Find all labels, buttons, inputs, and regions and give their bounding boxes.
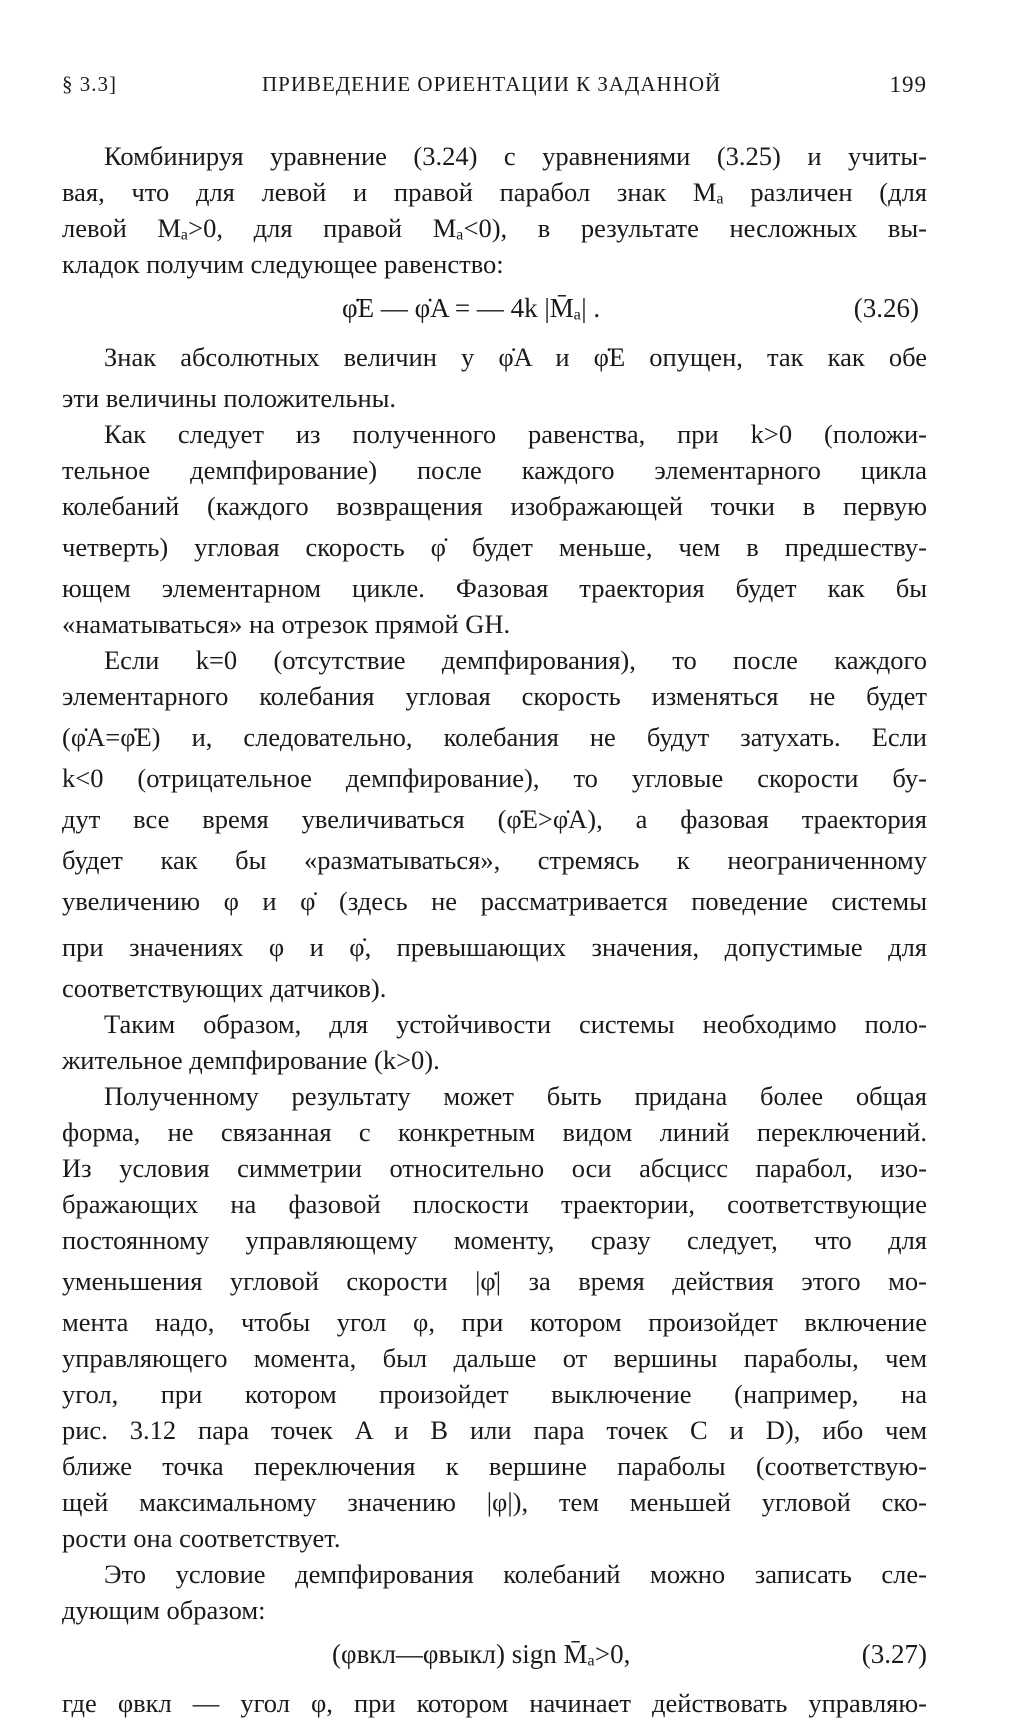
text-line: четверть) угловая скорость φ̇ будет меньше, чем в предшеству- xyxy=(62,532,927,562)
text-line: дующим образом: xyxy=(62,1595,266,1625)
text-line: кладок получим следующее равенство: xyxy=(62,249,504,279)
text-line: Если k=0 (отсутствие демпфирования), то после каждого xyxy=(104,645,927,675)
text-line: рости она соответствует. xyxy=(62,1523,341,1553)
text-line: Это условие демпфирования колебаний можно записать сле- xyxy=(104,1559,927,1589)
text-line: тельное демпфирование) после каждого элементарного цикла xyxy=(62,455,927,485)
text-line: увеличению φ и φ̇ (здесь не рассматривается поведение системы xyxy=(62,886,927,916)
text-line: ближе точка переключения к вершине параболы (соответствую- xyxy=(62,1451,927,1481)
text-line: соответствующих датчиков). xyxy=(62,973,387,1003)
equation-3-26 xyxy=(62,282,927,334)
text-line: «наматываться» на отрезок прямой GH. xyxy=(62,609,511,639)
text-line: рис. 3.12 пара точек A и B или пара точек C и D), ибо чем xyxy=(62,1415,927,1445)
chapter-title: ПРИВЕДЕНИЕ ОРИЕНТАЦИИ К ЗАДАННОЙ xyxy=(262,72,722,96)
text-line: эти величины положительны. xyxy=(62,383,397,413)
text-line: угол, при котором произойдет выключение (например, на xyxy=(62,1379,927,1409)
text-line: бражающих на фазовой плоскости траектории, соответствующие xyxy=(62,1189,927,1219)
text-line: (φ̇A=φ̇E) и, следовательно, колебания не будут затухать. Если xyxy=(62,722,927,752)
text-line: мента надо, чтобы угол φ, при котором произойдет включение xyxy=(62,1307,927,1337)
section-number: § 3.3] xyxy=(62,72,117,96)
text-line: постоянному управляющему моменту, сразу следует, что для xyxy=(62,1225,927,1255)
page-body xyxy=(62,138,927,1726)
text-line: элементарного колебания угловая скорость изменяться не будет xyxy=(62,681,927,711)
text-line: k<0 (отрицательное демпфирование), то угловые скорости бу- xyxy=(62,763,927,793)
text-line: Полученному результату может быть придана более общая xyxy=(104,1081,927,1111)
text-line: где φвкл — угол φ, при котором начинает действовать управляю- xyxy=(62,1688,927,1718)
text-line: форма, не связанная с конкретным видом линий переключений. xyxy=(62,1117,927,1147)
text-line: Как следует из полученного равенства, при k>0 (положи- xyxy=(104,419,927,449)
text-line: колебаний (каждого возвращения изображающей точки в первую xyxy=(62,491,927,521)
text-line: вая, что для левой и правой парабол знак Mₐ различен (для xyxy=(62,177,927,207)
text-line: жительное демпфирование (k>0). xyxy=(62,1045,440,1075)
text-line: левой Mₐ>0, для правой Mₐ<0), в результате несложных вы- xyxy=(62,213,927,243)
equation-formula: (φвкл—φвыкл) sign M̄ₐ>0, xyxy=(332,1639,631,1669)
text-line: ющем элементарном цикле. Фазовая траектория будет как бы xyxy=(62,573,927,603)
text-line: дут все время увеличиваться (φ̇E>φ̇A), а фазовая траектория xyxy=(62,804,927,834)
text-line: щей максимальному значению |φ|), тем меньшей угловой ско- xyxy=(62,1487,927,1517)
text-line: уменьшения угловой скорости |φ̇| за время действия этого мо- xyxy=(62,1266,927,1296)
running-head xyxy=(62,72,927,102)
equation-number: (3.26) xyxy=(853,293,919,323)
text-line: при значениях φ и φ̇, превышающих значения, допустимые для xyxy=(62,932,927,962)
text-line: Комбинируя уравнение (3.24) с уравнениями (3.25) и учиты- xyxy=(104,141,927,171)
equation-3-27 xyxy=(62,1628,927,1680)
text-line: будет как бы «разматываться», стремясь к неограниченному xyxy=(62,845,927,875)
text-line: Таким образом, для устойчивости системы необходимо поло- xyxy=(104,1009,927,1039)
equation-formula: φ̇E — φ̇A = — 4k |M̄ₐ| . xyxy=(342,293,601,323)
text-line: Из условия симметрии относительно оси абсцисс парабол, изо- xyxy=(62,1153,927,1183)
equation-number: (3.27) xyxy=(861,1639,927,1669)
page-number: 199 xyxy=(889,72,927,97)
text-line: Знак абсолютных величин у φ̇A и φ̇E опущен, так как обе xyxy=(104,342,927,372)
text-line: управляющего момента, был дальше от вершины параболы, чем xyxy=(62,1343,927,1373)
